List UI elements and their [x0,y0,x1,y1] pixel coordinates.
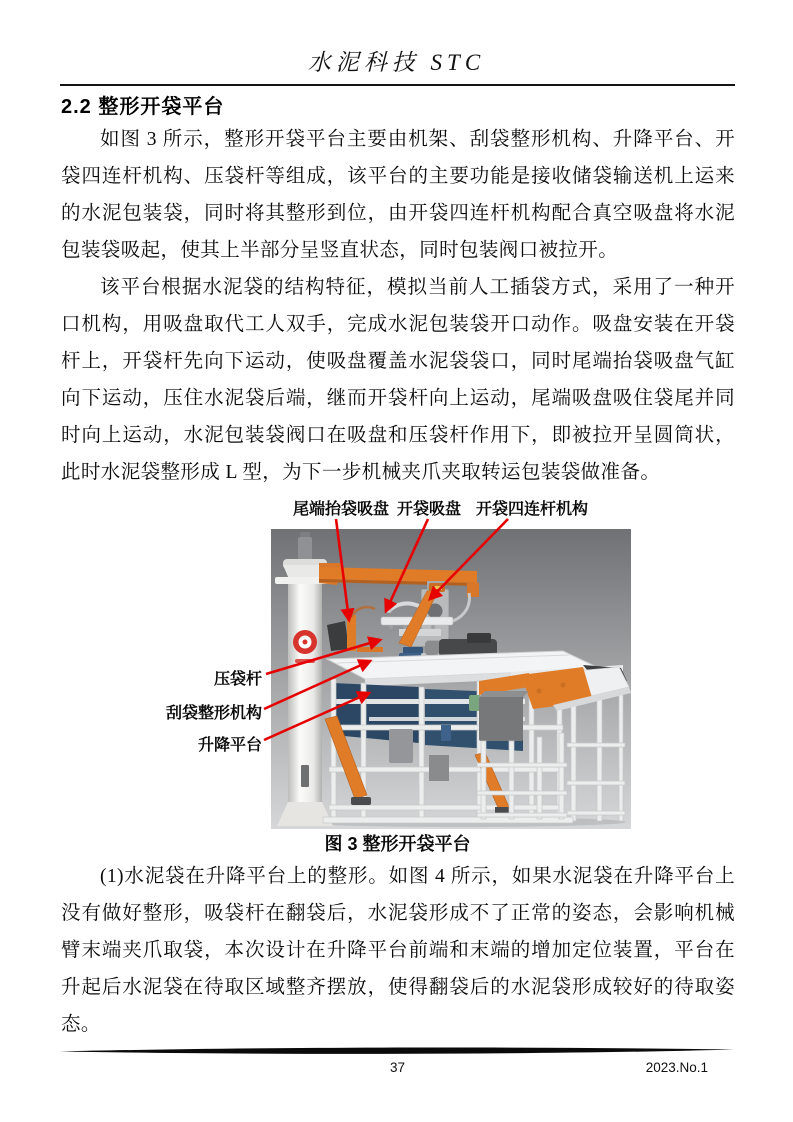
issue-label: 2023.No.1 [645,1060,708,1075]
figure-3 [60,490,735,835]
machine-render [271,529,631,829]
figure-caption: 图 3 整形开袋平台 [324,834,471,854]
paragraph-3: (1)水泥袋在升降平台上的整形。如图 4 所示，如果水泥袋在升降平台上没有做好整形，吸袋杆在翻袋后，水泥袋形成不了正常的姿态，会影响机械臂末端夹爪取袋，本次设计在升降平台前端和末端的增加定位装置，平台在升起后水泥袋在待取区域整齐摆放，使得翻袋后的水泥袋形成较好的待取姿态。 [61,866,735,1035]
callout-lift-platform: 升降平台 [197,737,262,754]
section-heading: 2.2 整形开袋平台 [61,96,225,118]
callout-opening-suction: 开袋吸盘 [397,501,462,518]
callout-bag-press-rod: 压袋杆 [213,671,262,688]
journal-title: 水泥科技 STC [307,50,486,75]
callout-four-bar-mechanism: 开袋四连杆机构 [476,501,589,518]
page-number: 37 [389,1060,406,1075]
paragraph-1: 如图 3 所示，整形开袋平台主要由机架、刮袋整形机构、升降平台、开袋四连杆机构、压袋杆等组成，该平台的主要功能是接收储袋输送机上运来的水泥包装袋，同时将其整形到位，由开袋四连杆机构配合真空吸盘将水泥包装袋吸起，使其上半部分呈竖直状态，同时包装阀口被拉开。 [61,129,735,261]
machine-illustration [271,529,631,829]
footer-divider [60,1046,735,1058]
callout-tail-lift-suction: 尾端抬袋吸盘 [293,501,390,518]
callout-bag-scraper: 刮袋整形机构 [165,705,262,722]
header-rule [60,84,735,86]
paragraph-2: 该平台根据水泥袋的结构特征，模拟当前人工插袋方式，采用了一种开口机构，用吸盘取代工人双手，完成水泥包装袋开口动作。吸盘安装在开袋杆上，开袋杆先向下运动，使吸盘覆盖水泥袋袋口，同时尾端抬袋吸盘气缸向下运动，压住水泥袋后端，继而开袋杆向上运动，尾端吸盘吸住袋尾并同时向上运动，水泥包装袋阀口在吸盘和压袋杆作用下，即被拉开呈圆筒状，此时水泥袋整形成 L 型，为下一步机械夹爪夹取转运包装袋做准备。 [61,277,735,483]
